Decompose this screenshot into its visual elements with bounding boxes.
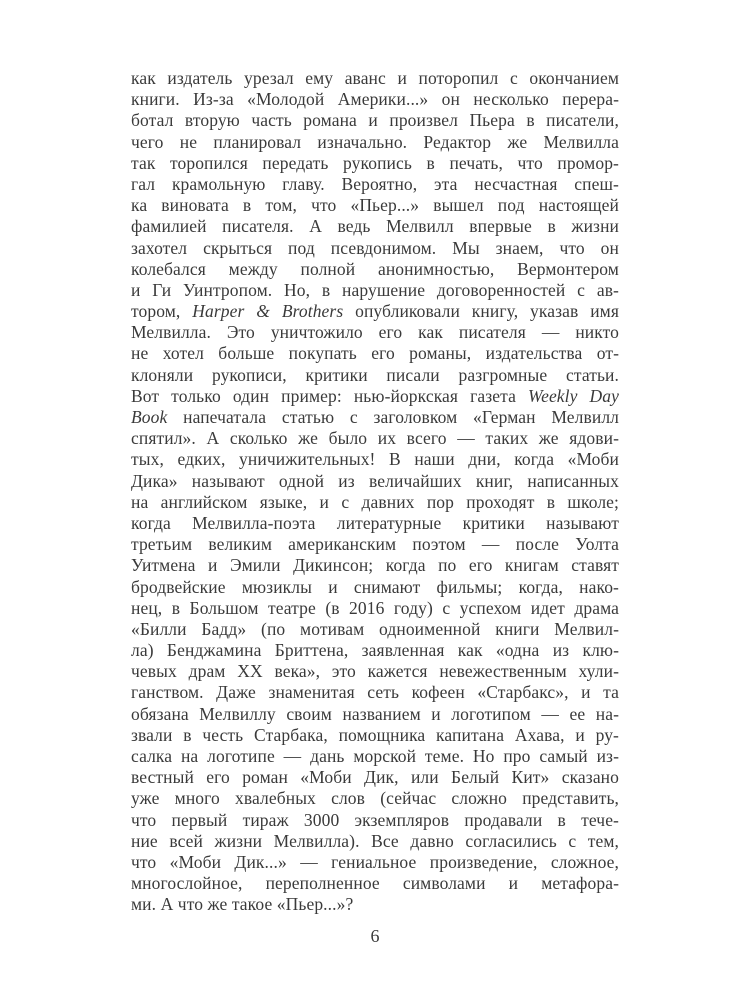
text-segment: не хотел больше покупать его романы, издательства от- bbox=[131, 343, 619, 364]
text-line bbox=[131, 174, 619, 195]
text-line bbox=[131, 386, 619, 407]
text-line bbox=[131, 238, 619, 259]
text-line bbox=[131, 449, 619, 470]
text-segment: салка на логотипе — дань морской теме. Но про самый из- bbox=[131, 746, 619, 766]
text-line bbox=[131, 831, 619, 852]
text-line bbox=[131, 492, 619, 513]
text-line bbox=[131, 810, 619, 831]
italic-text-segment: Weekly Day bbox=[528, 385, 620, 406]
text-segment: что «Моби Дик...» — гениальное произведение, сложное, bbox=[131, 851, 619, 872]
text-segment: на английском языке, и с давних пор проходят в школе; bbox=[131, 491, 619, 512]
text-segment: уже много хвалебных слов (сейчас сложно представить, bbox=[131, 788, 619, 809]
text-line bbox=[131, 725, 619, 746]
text-segment: Вот только один пример: нью-йоркская газета bbox=[131, 385, 528, 406]
text-line bbox=[131, 746, 619, 767]
text-segment: чевых драм XX века», это кажется невежественным хули- bbox=[131, 661, 619, 682]
text-line bbox=[131, 534, 619, 555]
text-segment: так торопился передать рукопись в печать, что промор- bbox=[131, 152, 619, 173]
text-segment: Дика» называют одной из величайших книг, написанных bbox=[131, 470, 619, 491]
text-line bbox=[131, 343, 619, 364]
text-segment: ка виновата в том, что «Пьер...» вышел под настоящей bbox=[131, 195, 619, 216]
text-segment: тором, bbox=[131, 301, 193, 322]
text-segment: обязана Мелвиллу своим названием и логотипом — ее на- bbox=[131, 703, 619, 724]
italic-text-segment: Harper & Brothers bbox=[192, 301, 344, 322]
body-text bbox=[131, 68, 619, 916]
text-line bbox=[131, 428, 619, 449]
text-segment: книги. Из-за «Молодой Америки...» он несколько перера- bbox=[131, 89, 619, 110]
text-line bbox=[131, 704, 619, 725]
text-line bbox=[131, 471, 619, 492]
text-line bbox=[131, 619, 619, 640]
text-segment: захотел скрыться под псевдонимом. Мы знаем, что он bbox=[131, 237, 619, 258]
text-segment: гал крамольную главу. Вероятно, эта несчастная спеш- bbox=[131, 173, 619, 194]
text-line bbox=[131, 577, 619, 598]
text-segment: напечатала статью с заголовком «Герман Мелвилл bbox=[167, 407, 619, 427]
text-segment: звали в честь Старбака, помощника капитана Ахава, и ру- bbox=[131, 724, 619, 745]
text-line bbox=[131, 767, 619, 788]
text-segment: фамилией писателя. А ведь Мелвилл впервые в жизни bbox=[131, 216, 619, 237]
text-segment: колебался между полной анонимностью, Вермонтером bbox=[131, 258, 619, 279]
text-line bbox=[131, 513, 619, 534]
text-line bbox=[131, 682, 619, 703]
text-line bbox=[131, 132, 619, 153]
text-segment: бродвейские мюзиклы и снимают фильмы; когда, нако- bbox=[131, 576, 619, 597]
text-line bbox=[131, 301, 619, 322]
text-segment: и Ги Уинтропом. Но, в нарушение договоренностей с ав- bbox=[131, 279, 619, 300]
text-segment: чего не планировал изначально. Редактор же Мелвилла bbox=[131, 131, 619, 152]
text-segment: как издатель урезал ему аванс и поторопил с окончанием bbox=[131, 68, 619, 88]
text-line bbox=[131, 68, 619, 89]
text-line bbox=[131, 407, 619, 428]
text-line bbox=[131, 89, 619, 110]
text-segment: спятил». А сколько же было их всего — таких же ядови- bbox=[131, 428, 619, 449]
text-segment: Уитмена и Эмили Дикинсон; когда по его книгам ставят bbox=[131, 555, 619, 576]
text-segment: ние всей жизни Мелвилла). Все давно согласились с тем, bbox=[131, 830, 619, 851]
text-line bbox=[131, 259, 619, 280]
text-segment: опубликовали книгу, указав имя bbox=[343, 301, 620, 322]
text-segment: ганством. Даже знаменитая сеть кофеен «Старбакс», и та bbox=[131, 682, 619, 703]
text-segment: что первый тираж 3000 экземпляров продавали в тече- bbox=[131, 809, 619, 830]
text-segment: вестный его роман «Моби Дик, или Белый Кит» сказано bbox=[131, 767, 619, 788]
text-segment: Мелвилла. Это уничтожило его как писателя — никто bbox=[131, 322, 619, 343]
text-segment: когда Мелвилла-поэта литературные критики называют bbox=[131, 512, 619, 533]
text-segment: тых, едких, уничижительных! В наши дни, когда «Моби bbox=[131, 449, 619, 470]
page-number: 6 bbox=[370, 926, 380, 946]
text-segment: ми. А что же такое «Пьер...»? bbox=[131, 894, 354, 915]
text-line bbox=[131, 365, 619, 386]
text-segment: ботал вторую часть романа и произвел Пьера в писатели, bbox=[131, 110, 619, 131]
text-segment: третьим великим американским поэтом — после Уолта bbox=[131, 534, 619, 555]
text-line bbox=[131, 873, 619, 894]
text-segment: клоняли рукописи, критики писали разгромные статьи. bbox=[131, 364, 619, 385]
text-line bbox=[131, 598, 619, 619]
italic-text-segment: Book bbox=[131, 407, 168, 427]
text-line bbox=[131, 852, 619, 873]
text-line bbox=[131, 555, 619, 576]
text-segment: нец, в Большом театре (в 2016 году) с успехом идет драма bbox=[131, 597, 619, 618]
text-line bbox=[131, 894, 619, 915]
text-line bbox=[131, 195, 619, 216]
text-line bbox=[131, 216, 619, 237]
text-line bbox=[131, 153, 619, 174]
text-segment: многослойное, переполненное символами и метафора- bbox=[131, 873, 619, 894]
text-segment: «Билли Бадд» (по мотивам одноименной книги Мелвил- bbox=[131, 618, 619, 639]
text-line bbox=[131, 640, 619, 661]
text-line bbox=[131, 110, 619, 131]
text-segment: ла) Бенджамина Бриттена, заявленная как «одна из клю- bbox=[131, 640, 619, 661]
text-line bbox=[131, 661, 619, 682]
text-line bbox=[131, 788, 619, 809]
text-line bbox=[131, 322, 619, 343]
text-line bbox=[131, 280, 619, 301]
